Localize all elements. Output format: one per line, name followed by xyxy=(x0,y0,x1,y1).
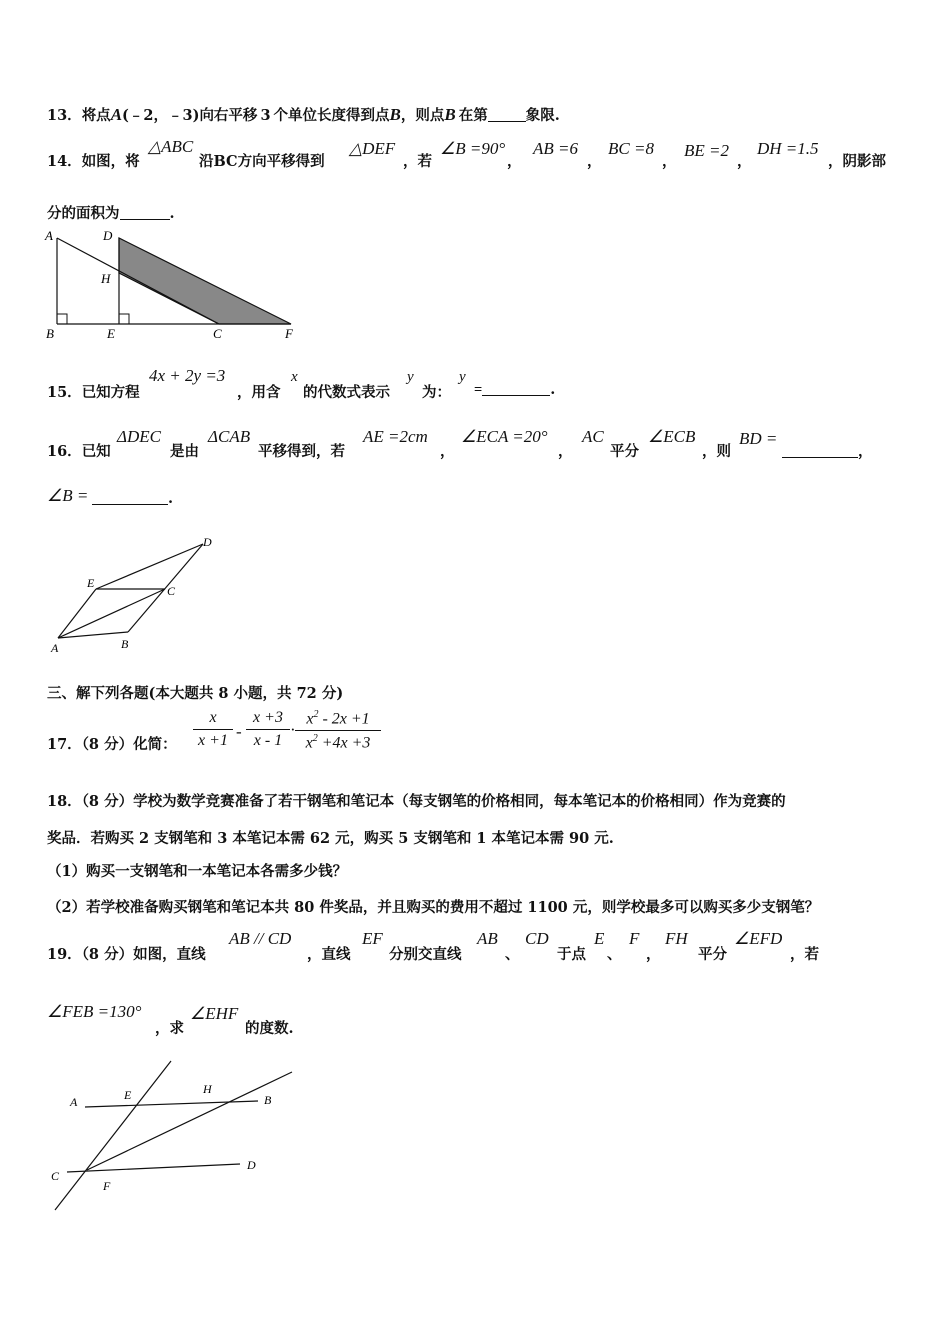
q14-sep: ， xyxy=(662,153,677,170)
q19-label-a: A xyxy=(70,1095,78,1109)
q17-f3-den-rest: +4x +3 xyxy=(317,734,371,752)
q14-shaded-region xyxy=(119,238,291,324)
q19-text: 、 xyxy=(607,946,622,963)
q16-math-angle-b: ∠B = xyxy=(47,486,89,505)
q14-sep: ， xyxy=(507,153,522,170)
q19-line-ef xyxy=(55,1061,171,1210)
q15-text: ，用含 xyxy=(237,384,281,401)
q15-answer-blank[interactable] xyxy=(482,381,550,396)
q14-right-angle-e xyxy=(119,314,129,324)
q16-math-cab: ΔCAB xyxy=(208,427,251,446)
q18-sub-1: （1）购买一支钢笔和一本笔记本各需多少钱？ xyxy=(47,863,348,880)
q16-math-eca: ∠ECA =20° xyxy=(461,427,548,446)
question-17 xyxy=(47,733,177,754)
q16-answer-blank-bd[interactable] xyxy=(782,443,858,458)
question-16 xyxy=(47,440,111,461)
q19-math-ehf: ∠EHF xyxy=(190,1004,239,1023)
q17-f3-denominator xyxy=(295,731,381,752)
q19-math-ef: EF xyxy=(362,929,383,948)
q16-math-dec: ΔDEC xyxy=(117,427,161,446)
q16-number: 16． xyxy=(47,443,82,460)
q17-f2-numerator: x +3 xyxy=(246,709,290,730)
q15-end: . xyxy=(550,381,556,398)
q16-label-d: D xyxy=(203,535,212,549)
q18-line-2: 奖品．若购买 2 支钢笔和 3 本笔记本需 62 元，购买 5 支钢笔和 1 本笔记本需 90 元. xyxy=(47,830,614,847)
q17-f3-num-x: x xyxy=(306,710,314,728)
q14-sep: ， xyxy=(737,153,752,170)
q16-math-ac: AC xyxy=(582,427,604,446)
q19-text: ，直线 xyxy=(307,946,351,963)
q19-text: 于点 xyxy=(557,946,586,963)
q13-point-b: B xyxy=(389,105,401,124)
q15-equals: = xyxy=(474,382,483,398)
q13-point-b: B xyxy=(444,105,456,124)
q16-text: 平移得到，若 xyxy=(258,443,345,460)
q19-math-cd: CD xyxy=(525,929,549,948)
q16-sep: ， xyxy=(440,443,455,460)
q13-text: 向右平移 xyxy=(199,107,258,124)
q17-text: （8 分）化简： xyxy=(81,736,177,753)
q16-line-ed xyxy=(96,544,203,589)
q19-number: 19． xyxy=(47,946,82,963)
q14-label-b: B xyxy=(46,326,54,341)
q13-text: 象限. xyxy=(525,107,560,124)
q13-text: 个单位长度得到点 xyxy=(273,107,390,124)
q17-f3-num-exponent: 2 xyxy=(313,709,319,720)
q14-text: 如图，将 xyxy=(81,153,140,170)
q19-text: 分别交直线 xyxy=(389,946,462,963)
q19-text: ，求 xyxy=(155,1020,184,1037)
q16-text: 平分 xyxy=(610,443,639,460)
q16-line-ac xyxy=(58,589,165,638)
q19-line-fh xyxy=(87,1072,292,1170)
q14-line-2 xyxy=(47,202,175,223)
q17-number: 17． xyxy=(47,736,82,753)
q14-label-c: C xyxy=(213,326,222,341)
q15-answer xyxy=(474,381,555,399)
q18-sub-2: （2）若学校准备购买钢笔和笔记本共 80 件奖品，并且购买的费用不超过 1100 元，则学校最多可以购买多少支钢笔？ xyxy=(47,899,820,916)
q19-label-f: F xyxy=(103,1179,111,1193)
q19-label-d: D xyxy=(247,1158,256,1172)
q14-text: 分的面积为 xyxy=(47,205,120,222)
q14-label-d: D xyxy=(103,228,113,243)
q17-minus: - xyxy=(236,722,242,741)
q14-text: 方向平移得到 xyxy=(237,153,325,170)
q14-label-f: F xyxy=(285,326,293,341)
q14-math-abc: △ABC xyxy=(148,137,194,156)
q16-label-e: E xyxy=(87,576,95,590)
q17-fraction-1 xyxy=(193,709,233,750)
question-19 xyxy=(47,943,206,964)
q16-figure xyxy=(45,532,225,657)
q13-text: 将点 xyxy=(81,107,111,124)
q14-end: . xyxy=(169,205,175,222)
q16-sep: ， xyxy=(558,443,573,460)
q15-math-equation: 4x + 2y =3 xyxy=(149,366,226,385)
q19-label-e: E xyxy=(124,1088,132,1102)
q16-text: ， xyxy=(858,443,873,460)
q19-text: 的度数. xyxy=(245,1020,294,1037)
q14-text: ，若 xyxy=(403,153,432,170)
q19-label-h: H xyxy=(203,1082,212,1096)
question-15 xyxy=(47,381,140,402)
q19-line-ab xyxy=(85,1101,258,1107)
q19-line-cd xyxy=(67,1164,240,1172)
q14-label-h: H xyxy=(101,271,111,286)
q19-label-c: C xyxy=(51,1169,60,1183)
q17-f1-numerator: x xyxy=(193,709,233,730)
q17-f3-numerator xyxy=(295,709,381,731)
q14-text xyxy=(199,150,325,171)
q14-answer-blank[interactable] xyxy=(120,205,170,220)
q13-text: ，则点 xyxy=(400,107,445,124)
q14-number: 14． xyxy=(47,153,82,170)
q14-label-e: E xyxy=(107,326,115,341)
q16-end: . xyxy=(168,490,174,507)
q17-f3-den-exponent: 2 xyxy=(312,733,318,745)
q19-math-feb: ∠FEB =130° xyxy=(47,1002,142,1021)
q17-f1-denominator: x +1 xyxy=(198,732,228,749)
q19-text: ， xyxy=(646,946,661,963)
q18-number: 18． xyxy=(47,793,82,810)
q15-math-y: y xyxy=(407,369,414,385)
q14-figure xyxy=(40,225,310,345)
question-18 xyxy=(47,790,786,811)
q17-f2-denominator: x - 1 xyxy=(253,732,283,749)
q15-number: 15． xyxy=(47,384,82,401)
q14-math-angle-b: ∠B =90° xyxy=(440,139,506,158)
q14-math-def: △DEF xyxy=(349,139,396,158)
q16-answer-2 xyxy=(92,490,173,507)
q14-right-angle-b xyxy=(57,314,67,324)
q19-text: 、 xyxy=(505,946,520,963)
q18-text-line-1: （8 分）学校为数学竞赛准备了若干钢笔和笔记本（每支钢笔的价格相同，每本笔记本的价格相同）作为竞赛的 xyxy=(81,793,786,810)
q14-math-bc: BC =8 xyxy=(608,139,654,158)
q19-text: （8 分）如图，直线 xyxy=(81,946,206,963)
q17-fraction-2 xyxy=(246,709,290,750)
q17-fraction-3 xyxy=(295,709,381,753)
q19-label-b: B xyxy=(264,1093,272,1107)
q16-line-bd xyxy=(128,544,203,632)
q19-figure xyxy=(40,1055,300,1220)
q14-math-be: BE =2 xyxy=(684,141,729,160)
q16-label-b: B xyxy=(121,637,129,651)
q19-math-efd: ∠EFD xyxy=(734,929,783,948)
q16-math-ae: AE =2cm xyxy=(363,427,428,446)
q16-text: 已知 xyxy=(81,443,111,460)
question-14 xyxy=(47,150,140,171)
q14-math-ab: AB =6 xyxy=(533,139,578,158)
q14-bc: BC xyxy=(213,153,238,170)
q15-text: 为： xyxy=(422,384,451,401)
q17-f3-den-x: x xyxy=(305,734,313,752)
q19-math-e: E xyxy=(594,929,605,948)
q16-math-ecb: ∠ECB xyxy=(648,427,696,446)
q19-math-fh: FH xyxy=(665,929,688,948)
q13-point-a: A xyxy=(110,105,123,124)
q16-line-ae xyxy=(58,589,96,638)
q16-answer-blank-angle-b[interactable] xyxy=(92,490,168,505)
q14-sep: ， xyxy=(587,153,602,170)
q15-math-y: y xyxy=(459,369,466,385)
q13-text: 在第 xyxy=(458,107,488,124)
q14-math-dh: DH =1.5 xyxy=(757,139,819,158)
q15-math-x: x xyxy=(291,369,298,385)
q16-answer-1 xyxy=(782,440,873,461)
question-13 xyxy=(47,104,560,125)
q19-math-ab: AB xyxy=(477,929,498,948)
q15-text: 已知方程 xyxy=(81,384,140,401)
q16-math-bd: BD = xyxy=(739,429,778,448)
q15-text: 的代数式表示 xyxy=(303,384,390,401)
q14-label-a: A xyxy=(45,228,53,243)
q17-dot: · xyxy=(290,720,296,739)
q14-text: 沿 xyxy=(199,153,214,170)
q19-text: ，若 xyxy=(790,946,819,963)
q17-f3-num-rest: - 2x +1 xyxy=(318,710,370,728)
q16-text: 是由 xyxy=(170,443,199,460)
q16-text: ，则 xyxy=(702,443,731,460)
q13-coords: (﹣2，﹣3) xyxy=(122,107,200,124)
q19-text: 平分 xyxy=(698,946,727,963)
q13-number: 13． xyxy=(47,107,82,124)
q14-text: ，阴影部 xyxy=(828,153,886,170)
q13-number-3: 3 xyxy=(260,107,271,124)
q19-math-f: F xyxy=(629,929,640,948)
section-3-heading: 三、解下列各题(本大题共 8 小题，共 72 分) xyxy=(47,685,344,702)
q13-answer-blank[interactable] xyxy=(488,107,526,122)
q19-math-ab-parallel-cd: AB // CD xyxy=(229,929,292,948)
q16-label-c: C xyxy=(167,584,176,598)
q16-label-a: A xyxy=(51,641,59,655)
